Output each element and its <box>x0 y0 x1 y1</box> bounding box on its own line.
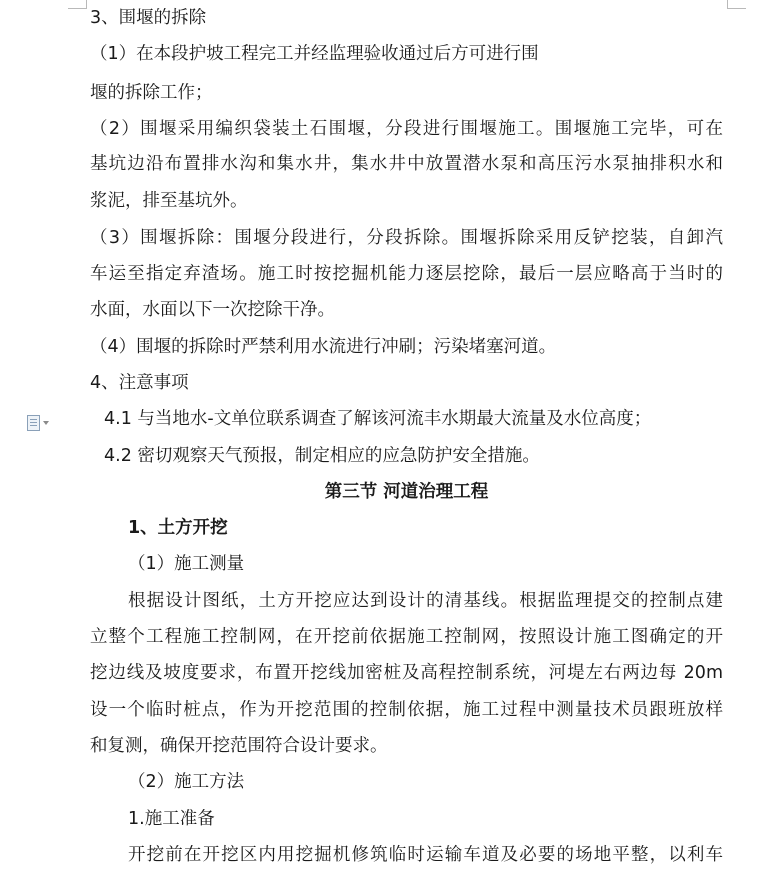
subheading-method: （2）施工方法 <box>128 772 245 792</box>
paragraph-line: 根据设计图纸，土方开挖应达到设计的清基线。根据监理提交的控制点建 <box>128 591 723 611</box>
paragraph-line: 设一个临时桩点，作为开挖范围的控制依据，施工过程中测量技术员跟班放样 <box>90 700 723 720</box>
paragraph-icon <box>27 415 40 431</box>
page-corner-mark-left <box>68 0 87 9</box>
paragraph-line: 基坑边沿布置排水沟和集水井，集水井中放置潜水泵和高压污水泵抽排积水和 <box>90 154 723 174</box>
subheading-survey: （1）施工测量 <box>128 554 245 574</box>
paragraph-line: （1）在本段护坡工程完工并经监理验收通过后方可进行围 <box>90 44 539 64</box>
paragraph-line: 水面，水面以下一次挖除干净。 <box>90 300 335 320</box>
paragraph-line: 4.1 与当地水-文单位联系调查了解该河流丰水期最大流量及水位高度； <box>104 409 652 429</box>
paragraph-line: 开挖前在开挖区内用挖掘机修筑临时运输车道及必要的场地平整，以利车 <box>128 845 723 865</box>
dropdown-arrow-icon <box>43 421 49 425</box>
heading-notes: 4、注意事项 <box>90 373 189 393</box>
heading-cofferdam-removal: 3、围堰的拆除 <box>90 8 207 28</box>
paragraph-line: 4.2 密切观察天气预报，制定相应的应急防护安全措施。 <box>104 446 540 466</box>
paragraph-line: （2）围堰采用编织袋装土石围堰，分段进行围堰施工。围堰施工完毕，可在 <box>90 119 723 139</box>
subheading-preparation: 1.施工准备 <box>128 809 215 829</box>
paragraph-line: 挖边线及坡度要求，布置开挖线加密桩及高程控制系统，河堤左右两边每 20m <box>90 663 723 683</box>
subheading-earthwork-excavation: 1、土方开挖 <box>128 518 228 538</box>
paragraph-line: （4）围堰的拆除时严禁利用水流进行冲刷；污染堵塞河道。 <box>90 337 557 357</box>
paragraph-line: 和复测，确保开挖范围符合设计要求。 <box>90 736 388 756</box>
paragraph-line: 车运至指定弃渣场。施工时按挖掘机能力逐层挖除，最后一层应略高于当时的 <box>90 264 723 284</box>
paragraph-line: 堰的拆除工作； <box>90 83 213 103</box>
paragraph-line: 立整个工程施工控制网，在开挖前依据施工控制网，按照设计施工图确定的开 <box>90 627 723 647</box>
paragraph-line: 浆泥，排至基坑外。 <box>90 191 248 211</box>
paragraph-line: （3）围堰拆除：围堰分段进行，分段拆除。围堰拆除采用反铲挖装，自卸汽 <box>90 228 723 248</box>
document-options-icon[interactable] <box>27 415 51 431</box>
section-title: 第三节 河道治理工程 <box>324 482 489 502</box>
